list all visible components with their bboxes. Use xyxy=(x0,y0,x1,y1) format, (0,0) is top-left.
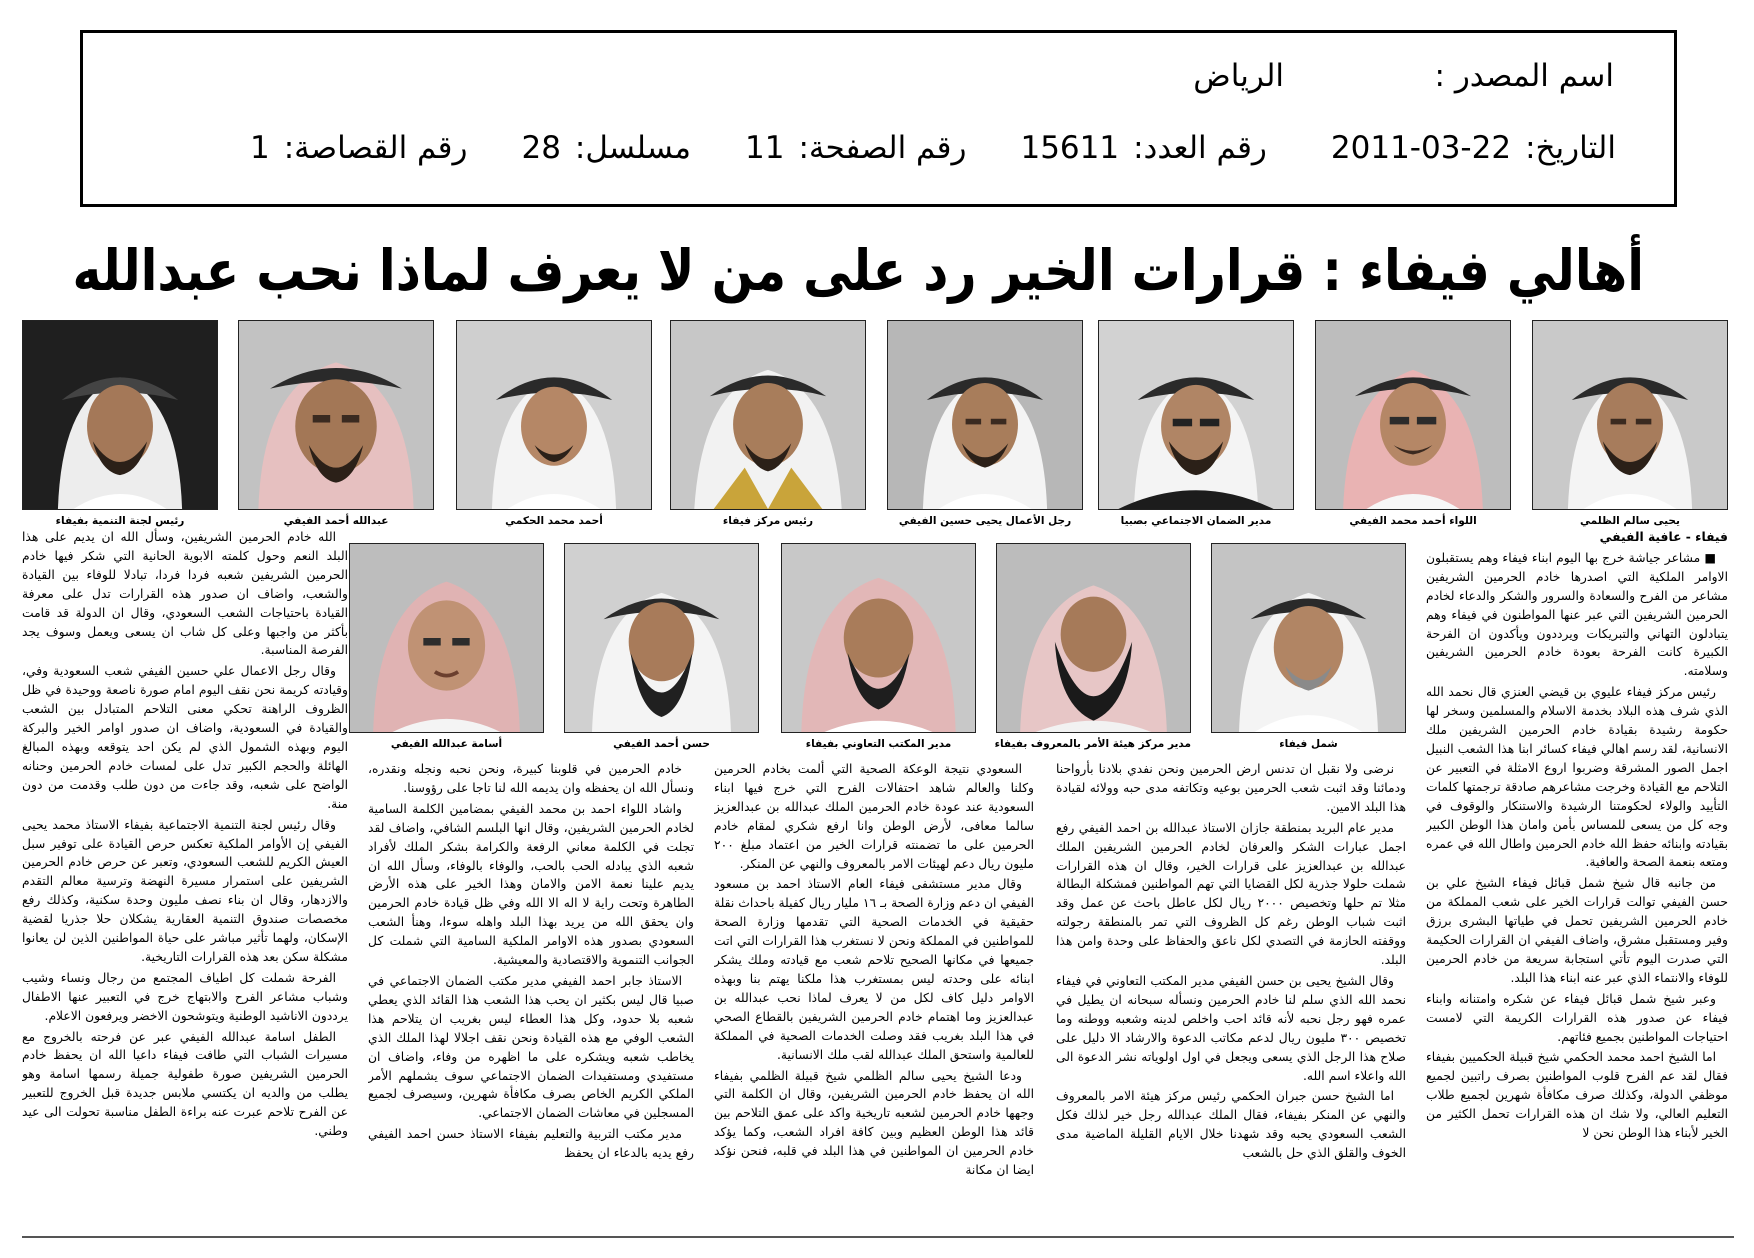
portrait-photo xyxy=(1098,320,1294,510)
photo-caption: يحيى سالم الظلمي xyxy=(1580,515,1680,527)
details-row xyxy=(250,130,1616,166)
article-column-5 xyxy=(22,528,348,1228)
portrait-photo xyxy=(1532,320,1728,510)
date-label: التاريخ: xyxy=(1525,130,1616,166)
clip-value: 1 xyxy=(250,130,270,166)
portrait-photo xyxy=(1211,543,1406,733)
paragraph: ■ مشاعر جياشة خرج بها اليوم ابناء فيفاء وهم يستقبلون الاوامر الملكية التي اصدرها خادم الحرمين الشريفين مشاعر من الفرح والسعادة والسرور والشكر والدعاء لخادم الحرمين الشريفين التي عبر عنها المواطنون في فيفاء وهم يتبادلون التهاني والتبريكات ويرددون ويأكدون ان الفرحة الكبيرة كانت الفرحة بعودة خادم الحرمين الشريفين وسلامته. xyxy=(1426,550,1728,679)
portrait-photo xyxy=(670,320,866,510)
paragraph: الاستاذ جابر احمد الفيفي مدير مكتب الضمان الاجتماعي في صبيا قال ليس بكثير ان يحب هذا الشعب هذا القائد الذي يعطي شعبه بلا حدود، وكل هذا العطاء ليس بغريب ان يتلاحم هذا الشعب الوفي مع هذه القيادة ونحن نقف اجلالا لهذا الملك الذي يخاطب شعبه ويشكره على ما اظهره من وفاء، واضاف ان مستفيدي ومستفيدات الضمان الاجتماعي سوف يشملهم الأمر الملكي الكريم الخاص بصرف مكافأة شهرين، وسيصرف لجميع المسجلين في معاشات الضمان الاجتماعي. xyxy=(368,973,694,1121)
source-value: الرياض xyxy=(1193,58,1284,94)
photo-caption: شمل فيفاء xyxy=(1279,738,1338,750)
photo-caption: رجل الأعمال يحيى حسين الفيفي xyxy=(898,515,1072,527)
paragraph: الله خادم الحرمين الشريفين، وسأل الله ان يديم على هذا البلد النعم وحول كلمته الابوية الحانية التي شكر فيها خادم الحرمين الشريفين شعبه فردا فردا، تبادلا للوفاء بين القيادة والشعب، واضاف ان صدور هذه القرارات تدل على معرفة القيادة باحتياجات الشعب السعودي، وقال ان الدولة قد قامت بأكثر من واجبها وعلى كل شاب ان يسعى ويعمل وسوف يجد الفرصة المناسبة. xyxy=(22,530,348,658)
photo-caption: رئيس لجنة التنمية بفيفاء xyxy=(55,515,185,527)
photo-caption: عبدالله أحمد الفيفي xyxy=(283,515,389,527)
portrait-photo xyxy=(22,320,218,510)
page-value: 11 xyxy=(745,130,785,166)
paragraph: وعبر شيخ شمل قبائل فيفاء عن شكره وامتنانه وابناء فيفاء عن صدور هذه القرارات الكريمة التي لامست احتياجات المواطنين بجميع فئاتهم. xyxy=(1426,991,1728,1044)
photo-caption: مدير الضمان الاجتماعي بصبيا xyxy=(1120,515,1272,527)
photo-caption: مدير مركز هيئة الأمر بالمعروف بفيفاء xyxy=(994,738,1191,750)
paragraph: مدير مكتب التربية والتعليم بفيفاء الاستاذ حسن احمد الفيفي رفع يديه بالدعاء ان يحفظ xyxy=(368,1127,694,1161)
paragraph: وقال الشيخ يحيى بن حسن الفيفي مدير المكتب التعاوني في فيفاء نحمد الله الذي سلم لنا خادم الحرمين ونسأله سبحانه ان يطيل في عمره فهو رجل نحبه لأنه قائد احب واخلص لدينه وشعبه ووطنه وما تخصيص ٣٠٠ مليون ريال لدعم مكاتب الدعوة والارشاد الا دليل على صلاح هذا الرجل الذي يسعى ويجعل في اول اولوياته نشر الدعوة الى الله واعلاء اسم الله. xyxy=(1056,973,1406,1083)
article-column-2 xyxy=(1056,760,1406,1228)
photo-caption: رئيس مركز فيفاء xyxy=(722,515,814,527)
article-column-1 xyxy=(1426,528,1728,1228)
paragraph: واشاد اللواء احمد بن محمد الفيفي بمضامين الكلمة السامية لخادم الحرمين الشريفين، وقال انها البلسم الشافي، واضاف لقد تجلت في الكلمة معاني الرفعة والكرامة بشكر الملك لأفراد شعبه الذي يبادله الحب بالحب، والوفاء بالوفاء، وسأل الله ان يديم علينا نعمة الامن والامان وهذا الخير على هذه الأرض الطاهرة وتحت راية لا اله الا الله وفي ظل قيادة خادم الحرمين وان يحقق الله من يريد بهذا البلد واهله سوءا، وهنأ الشعب السعودي بصدور هذه الاوامر الملكية السامية التي شملت كل الجوانب التنموية والاقتصادية والمعيشية. xyxy=(368,801,694,968)
photo-caption: حسن أحمد الفيفي xyxy=(613,738,710,750)
paragraph: وقال رئيس لجنة التنمية الاجتماعية بفيفاء الاستاذ محمد يحيى الفيفي إن الأوامر الملكية تعكس حرص القيادة على توفير سبل العيش الكريم للشعب السعودي، وتعبر عن حرص خادم الحرمين الشريفين على استمرار مسيرة النهضة وترسية معالم التقدم والازدهار، وقال ان بناء نصف مليون وحدة سكنية، وكذلك رفع مخصصات صندوق التنمية العقارية يشكلان حلا جذريا لقضية الإسكان، ولهما تأثير مباشر على حياة المواطنين الذين لن يعانوا مشكلة سكن بعد هذه القرارات التاريخية. xyxy=(22,817,348,964)
paragraph: اما الشيخ حسن جبران الحكمي رئيس مركز هيئة الامر بالمعروف والنهي عن المنكر بفيفاء، فقال الملك عبدالله رجل خير لذلك فكل الشعب السعودي يحبه وقد شهدنا خلال الايام القليلة الماضية مدى الخوف والقلق الذي حل بالشعب xyxy=(1056,1089,1406,1161)
clip-label: رقم القصاصة: xyxy=(283,130,468,166)
portrait-photo xyxy=(238,320,434,510)
paragraph: رئيس مركز فيفاء عليوي بن قيضي العنزي قال نحمد الله الذي شرف هذه البلاد بخدمة الاسلام والمسلمين وسخر لها حكومة رشيدة بقيادة خادم الحرمين الشريفين ملك الانسانية، لقد رسم اهالي فيفاء كسائر ابنا هذا الشعب النبيل اجمل الصور المشرقة وضربوا اروع الامثلة في التعبير عن التلاحم مع القيادة وخرجت مشاعرهم صادقة ترجمتها كلمات التأييد والولاء لحكومتنا الرشيدة والاستنكار والوقوف في وجه كل من يسعى للمساس بأمن وامان هذا الوطن الكبير بقيادته وابنائه حفظ الله خادم الحرمين واطال الله في عمره ومتعه بنعمة الصحة والعافية. xyxy=(1426,685,1728,870)
source-info-box xyxy=(80,30,1677,207)
portrait-photo xyxy=(781,543,976,733)
article-column-4 xyxy=(368,760,694,1228)
portrait-photo xyxy=(1315,320,1511,510)
byline: فيفاء - عافية الفيفي xyxy=(1599,530,1728,544)
photo-caption: اللواء أحمد محمد الفيفي xyxy=(1349,515,1477,527)
article-headline: أهالي فيفاء : قرارات الخير رد على من لا يعرف لماذا نحب عبدالله xyxy=(72,238,1644,304)
source-value-row xyxy=(1193,58,1284,94)
serial-label: مسلسل: xyxy=(574,130,692,166)
bottom-divider xyxy=(22,1236,1734,1238)
paragraph: اما الشيخ احمد محمد الحكمي شيخ قبيلة الحكميين بفيفاء فقال لقد عم الفرح قلوب المواطنين بصرف راتبين لجميع موظفي الدولة، وكذلك صرف مكافأة شهرين لجميع طلاب التعليم العالي، ولا شك ان هذه القرارات تحمل الكثير من الخير لأبناء هذا الوطن نحن لا xyxy=(1426,1050,1728,1141)
date-value: 2011-03-22 xyxy=(1330,130,1512,166)
paragraph: الفرحة شملت كل اطياف المجتمع من رجال ونساء وشيب وشباب مشاعر الفرح والابتهاج خرج في التعبير عنها الاطفال يرددون الاناشيد الوطنية ويتوشحون الاخضر ويرفعون الاعلام. xyxy=(22,970,348,1023)
article-column-3 xyxy=(714,760,1034,1228)
portrait-photo xyxy=(564,543,759,733)
portrait-photo xyxy=(349,543,544,733)
portrait-photo xyxy=(456,320,652,510)
paragraph: من جانبه قال شيخ شمل قبائل فيفاء الشيخ علي بن حسن الفيفي توالت قرارات الخير على شعب المملكة من خادم الحرمين الشريفين تحمل في طياتها البشرى برزق وفير ومستقبل مشرق، واضاف الفيفي ان القرارات الحكيمة التي صدرت اليوم تأتي استجابة سريعة من خادم الحرمين للوفاء والانتماء الذي عبر عنه ابناء هذا البلد. xyxy=(1426,876,1728,985)
paragraph: وقال مدير مستشفى فيفاء العام الاستاذ احمد بن مسعود الفيفي ان دعم وزارة الصحة بـ ١٦ مليار ريال كفيلة باحداث نقلة حقيقية في الخدمات الصحية التي تقدمها وزارة الصحة للمواطنين في المملكة ونحن لا نستغرب هذا القرارات التي اتت جميعها في مكانها الصحيح تلاحم شعب مع قيادته وملك يشكر ابنائه على وحدته ليس بمستغرب هذا ملكنا يهتم بنا وبهذه الاوامر دليل كاف لكل من لا يعرف لماذا نحب عبدالله بن عبدالعزيز وما اهتمام خادم الحرمين الشريفين بالقطاع الصحي في هذا البلد بغريب فقد وصلت الخدمات الصحية في المملكة للعالمية واستحق الملك عبدالله لقب ملك الانسانية. xyxy=(714,877,1034,1062)
page-label: رقم الصفحة: xyxy=(798,130,967,166)
paragraph: خادم الحرمين في قلوبنا كبيرة، ونحن نحبه ونجله ونقدره، ونسأل الله ان يحفظه وان يديمه الله لنا تاجا على رؤوسنا. xyxy=(368,762,694,795)
paragraph: السعودي نتيجة الوعكة الصحية التي ألمت بخادم الحرمين وكلنا والعالم شاهد احتفالات الفرح التي خرج فيها ابناء السعودية عند عودة خادم الحرمين الملك عبدالله بن عبدالعزيز سالما معافى، لأرض الوطن وانا ارفع شكري لمقام خادم الحرمين على ما تضمنته قرارات الخير من اعتماد مبلغ ٢٠٠ مليون ريال دعم لهيئات الامر بالمعروف والنهي عن المنكر. xyxy=(714,762,1034,871)
paragraph: نرضى ولا نقبل ان تدنس ارض الحرمين ونحن نفدي بلادنا بأرواحنا ودمائنا وقد اثبت شعب الحرمين بوعيه وتكاتفه مدى حبه وولائه لقيادة هذا البلد الامين. xyxy=(1056,762,1406,814)
issue-label: رقم العدد: xyxy=(1133,130,1267,166)
issue-value: 15611 xyxy=(1020,130,1120,166)
photo-caption: أسامة عبدالله الفيفي xyxy=(390,738,503,750)
paragraph: ودعا الشيخ يحيى سالم الظلمي شيخ قبيلة الظلمي بفيفاء الله ان يحفظ خادم الحرمين الشريفين، وقال ان الكلمة التي وجهها خادم الحرمين لشعبه تاريخية واكد على عمق التلاحم بين قائد هذا الوطن العظيم وبين كافة افراد الشعب، وكما يؤكد خادم الحرمين ان المواطنين في هذا البلد في قلبه، فنحن نؤكد ايضا ان مكانة xyxy=(714,1068,1034,1178)
photo-caption: أحمد محمد الحكمي xyxy=(505,515,603,527)
paragraph: وقال رجل الاعمال علي حسين الفيفي شعب السعودية وفي، وقيادته كريمة نحن نقف اليوم امام صورة ناصعة ووحيدة في ظل الظروف الراهنة تحكي معنى التلاحم المتبادل بين الشعب والقيادة في السعودية، واضاف ان صدور اوامر الخير والبركة اليوم وبهذه الشمول الذي لم يكن احد يتوقعه وبهذه المبالغ الهائلة والحجم الكبير تدل على لمسات خادم الحرمين وحنانه الواضح على شعبه، وقد جاءت من دون طلب وقدمت من دون منة. xyxy=(22,664,348,811)
portrait-photo xyxy=(887,320,1083,510)
paragraph: مدير عام البريد بمنطقة جازان الاستاذ عبدالله بن احمد الفيفي رفع اجمل عبارات الشكر والعرفان لخادم الحرمين الشريفين الملك عبدالله بن عبدالعزيز على قرارات الخير، وقال ان هذه القرارات شملت حلولا جذرية لكل القضايا التي تهم المواطنين فمشكلة البطالة مثلا تم حلها وتخصيص ٢٠٠٠ ريال لكل عاطل باحث عن عمل وقد اثبت شباب الوطن رغم كل الظروف التي تمر بالمنطقة رجولته ووقفته الحازمة في التصدي لكل ناعق والحفاظ على وحدة وامن هذا البلد. xyxy=(1056,820,1406,968)
photo-caption: مدير المكتب التعاوني بفيفاء xyxy=(805,738,952,750)
source-label: اسم المصدر : xyxy=(1434,58,1614,94)
source-row xyxy=(1435,58,1614,94)
portrait-photo xyxy=(996,543,1191,733)
paragraph: الطفل اسامة عبدالله الفيفي عبر عن فرحته بالخروج مع مسيرات الشباب التي طافت فيفاء داعيا الله ان يحفظ خادم الحرمين الشريفين صورة طفولية جميلة رسمها اسامة وهو يطلب من والديه ان يكتسي ملابس جديدة قبل الخروج للتعبير عن الفرح تلاحم عبرت عنه براءة الطفل مناسبة تحولت الى عيد وطني. xyxy=(22,1029,348,1139)
serial-value: 28 xyxy=(521,130,561,166)
